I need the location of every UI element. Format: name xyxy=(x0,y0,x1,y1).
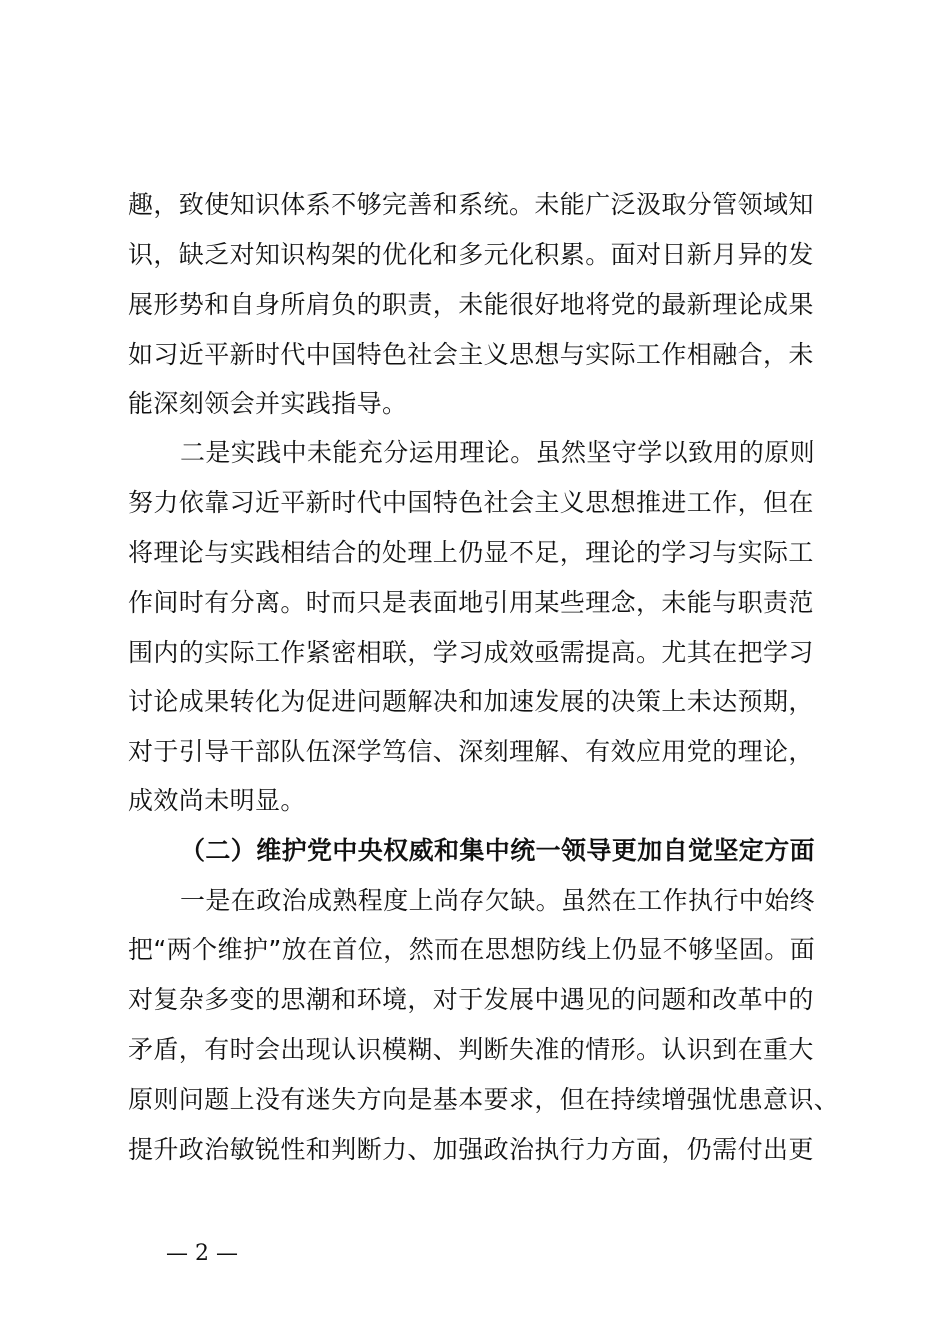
text-line: 如习近平新时代中国特色社会主义思想与实际工作相融合，未 xyxy=(128,340,814,369)
text-line: 能深刻领会并实践指导。 xyxy=(128,389,408,418)
text-line: 识，缺乏对知识构架的优化和多元化积累。面对日新月异的发 xyxy=(128,240,814,269)
text-line: 对于引导干部队伍深学笃信、深刻理解、有效应用党的理论， xyxy=(128,737,814,766)
paragraph-start-line: 一是在政治成熟程度上尚存欠缺。虽然在工作执行中始终 xyxy=(180,886,816,915)
text-line: 作间时有分离。时而只是表面地引用某些理念，未能与职责范 xyxy=(128,588,814,617)
text-line: 将理论与实践相结合的处理上仍显不足，理论的学习与实际工 xyxy=(128,538,814,567)
text-line: 把“两个维护”放在首位，然而在思想防线上仍显不够坚固。面 xyxy=(128,935,816,964)
text-line: 展形势和自身所肩负的职责，未能很好地将党的最新理论成果 xyxy=(128,290,814,319)
text-line: 原则问题上没有迷失方向是基本要求，但在持续增强忧患意识、 xyxy=(128,1085,840,1114)
text-line: 围内的实际工作紧密相联，学习成效亟需提高。尤其在把学习 xyxy=(128,638,814,667)
text-line: 提升政治敏锐性和判断力、加强政治执行力方面，仍需付出更 xyxy=(128,1135,814,1164)
text-line: 对复杂多变的思潮和环境，对于发展中遇见的问题和改革中的 xyxy=(128,985,814,1014)
text-line: 成效尚未明显。 xyxy=(128,786,306,815)
page-number: — 2 — xyxy=(166,1241,238,1266)
text-line: 努力依靠习近平新时代中国特色社会主义思想推进工作，但在 xyxy=(128,488,814,517)
section-heading: （二）维护党中央权威和集中统一领导更加自觉坚定方面 xyxy=(180,836,816,865)
paragraph-start-line: 二是实践中未能充分运用理论。虽然坚守学以致用的原则 xyxy=(180,438,816,467)
text-line: 讨论成果转化为促进问题解决和加速发展的决策上未达预期， xyxy=(128,687,814,716)
text-line: 矛盾，有时会出现认识模糊、判断失准的情形。认识到在重大 xyxy=(128,1035,814,1064)
text-line: 趣，致使知识体系不够完善和系统。未能广泛汲取分管领域知 xyxy=(128,190,814,219)
